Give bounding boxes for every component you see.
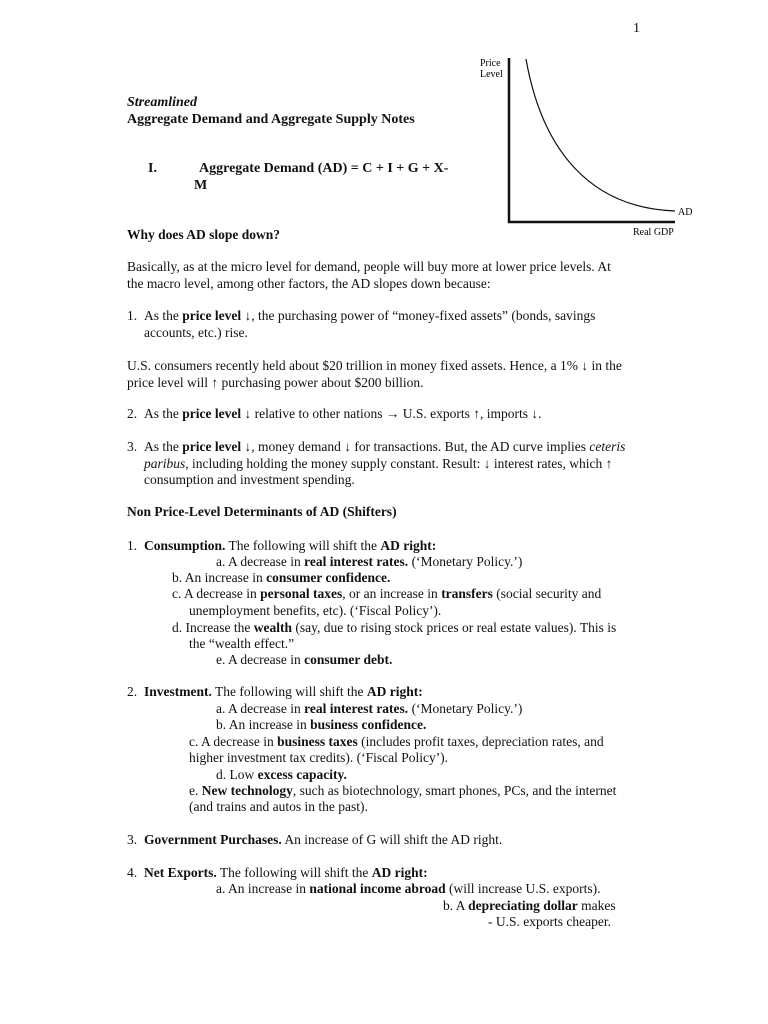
section-heading-line1: Aggregate Demand (AD) = C + I + G + X- — [199, 161, 449, 176]
consumption-item-d: d. Increase the wealth (say, due to rising stock prices or real estate values). This is — [172, 620, 617, 635]
consumption-number: 1. — [127, 538, 138, 553]
investment-item-c: c. A decrease in business taxes (includes profit taxes, depreciation rates, and — [189, 734, 604, 749]
consumption-item-c: c. A decrease in personal taxes, or an increase in transfers (social security and — [172, 586, 602, 601]
us-consumers-line2: price level will ↑ purchasing power about $200 billion. — [127, 375, 424, 390]
reason-1-number: 1. — [127, 308, 138, 323]
reason-3-number: 3. — [127, 439, 138, 454]
government-heading: Government Purchases. An increase of G will shift the AD right. — [144, 832, 503, 847]
chart-series-label-ad: AD — [678, 207, 693, 218]
reason-3-line2: paribus, including holding the money supply constant. Result: ↓ interest rates, which ↑ — [144, 456, 613, 471]
investment-number: 2. — [127, 684, 138, 699]
reason-2-line1: As the price level ↓ relative to other nations → U.S. exports ↑, imports ↓. — [144, 406, 542, 421]
chart-ad-curve — [526, 59, 675, 211]
chart-ylabel-price: Price — [480, 58, 501, 69]
ad-chart — [470, 50, 700, 240]
net-exports-item-b: b. A depreciating dollar makes — [443, 898, 616, 913]
investment-heading: Investment. The following will shift the AD right: — [144, 684, 423, 699]
consumption-heading: Consumption. The following will shift the AD right: — [144, 538, 437, 553]
chart-xlabel: Real GDP — [633, 227, 674, 238]
consumption-item-d-line2: the “wealth effect.” — [189, 636, 295, 651]
page-number: 1 — [633, 21, 640, 36]
investment-item-d: d. Low excess capacity. — [216, 767, 347, 782]
consumption-item-c-line2: unemployment benefits, etc). (‘Fiscal Policy’). — [189, 603, 442, 618]
section-heading-line2: M — [194, 178, 208, 193]
shifters-heading: Non Price-Level Determinants of AD (Shifters) — [127, 504, 397, 519]
net-exports-item-b-line2: - U.S. exports cheaper. — [488, 914, 611, 929]
consumption-item-b: b. An increase in consumer confidence. — [172, 570, 391, 585]
reason-1-line1: As the price level ↓, the purchasing power of “money-fixed assets” (bonds, savings — [144, 308, 596, 323]
net-exports-item-a: a. An increase in national income abroad (will increase U.S. exports). — [216, 881, 601, 896]
page-title: Aggregate Demand and Aggregate Supply Notes — [127, 112, 415, 127]
consumption-item-a: a. A decrease in real interest rates. (‘Monetary Policy.’) — [216, 554, 523, 569]
chart-ylabel-level: Level — [480, 69, 503, 80]
why-heading: Why does AD slope down? — [127, 227, 281, 242]
consumption-item-e: e. A decrease in consumer debt. — [216, 652, 393, 667]
investment-item-a: a. A decrease in real interest rates. (‘Monetary Policy.’) — [216, 701, 523, 716]
investment-item-b: b. An increase in business confidence. — [216, 717, 427, 732]
investment-item-e: e. New technology, such as biotechnology, smart phones, PCs, and the internet — [189, 783, 617, 798]
government-number: 3. — [127, 832, 138, 847]
net-exports-number: 4. — [127, 865, 138, 880]
why-intro-line2: the macro level, among other factors, the AD slopes down because: — [127, 276, 491, 291]
investment-item-c-line2: higher investment tax credits). (‘Fiscal Policy’). — [189, 750, 449, 765]
net-exports-heading: Net Exports. The following will shift the AD right: — [144, 865, 428, 880]
reason-3-line3: consumption and investment spending. — [144, 472, 355, 487]
reason-3-line1: As the price level ↓, money demand ↓ for transactions. But, the AD curve implies ceteris — [144, 439, 626, 454]
why-intro-line1: Basically, as at the micro level for demand, people will buy more at lower price levels. At — [127, 259, 611, 274]
subtitle: Streamlined — [127, 95, 198, 110]
investment-item-e-line2: (and trains and autos in the past). — [189, 799, 368, 814]
reason-2-number: 2. — [127, 406, 138, 421]
us-consumers-line1: U.S. consumers recently held about $20 trillion in money fixed assets. Hence, a 1% ↓ in the — [127, 358, 622, 373]
reason-1-line2: accounts, etc.) rise. — [144, 325, 248, 340]
section-numeral: I. — [148, 161, 157, 176]
